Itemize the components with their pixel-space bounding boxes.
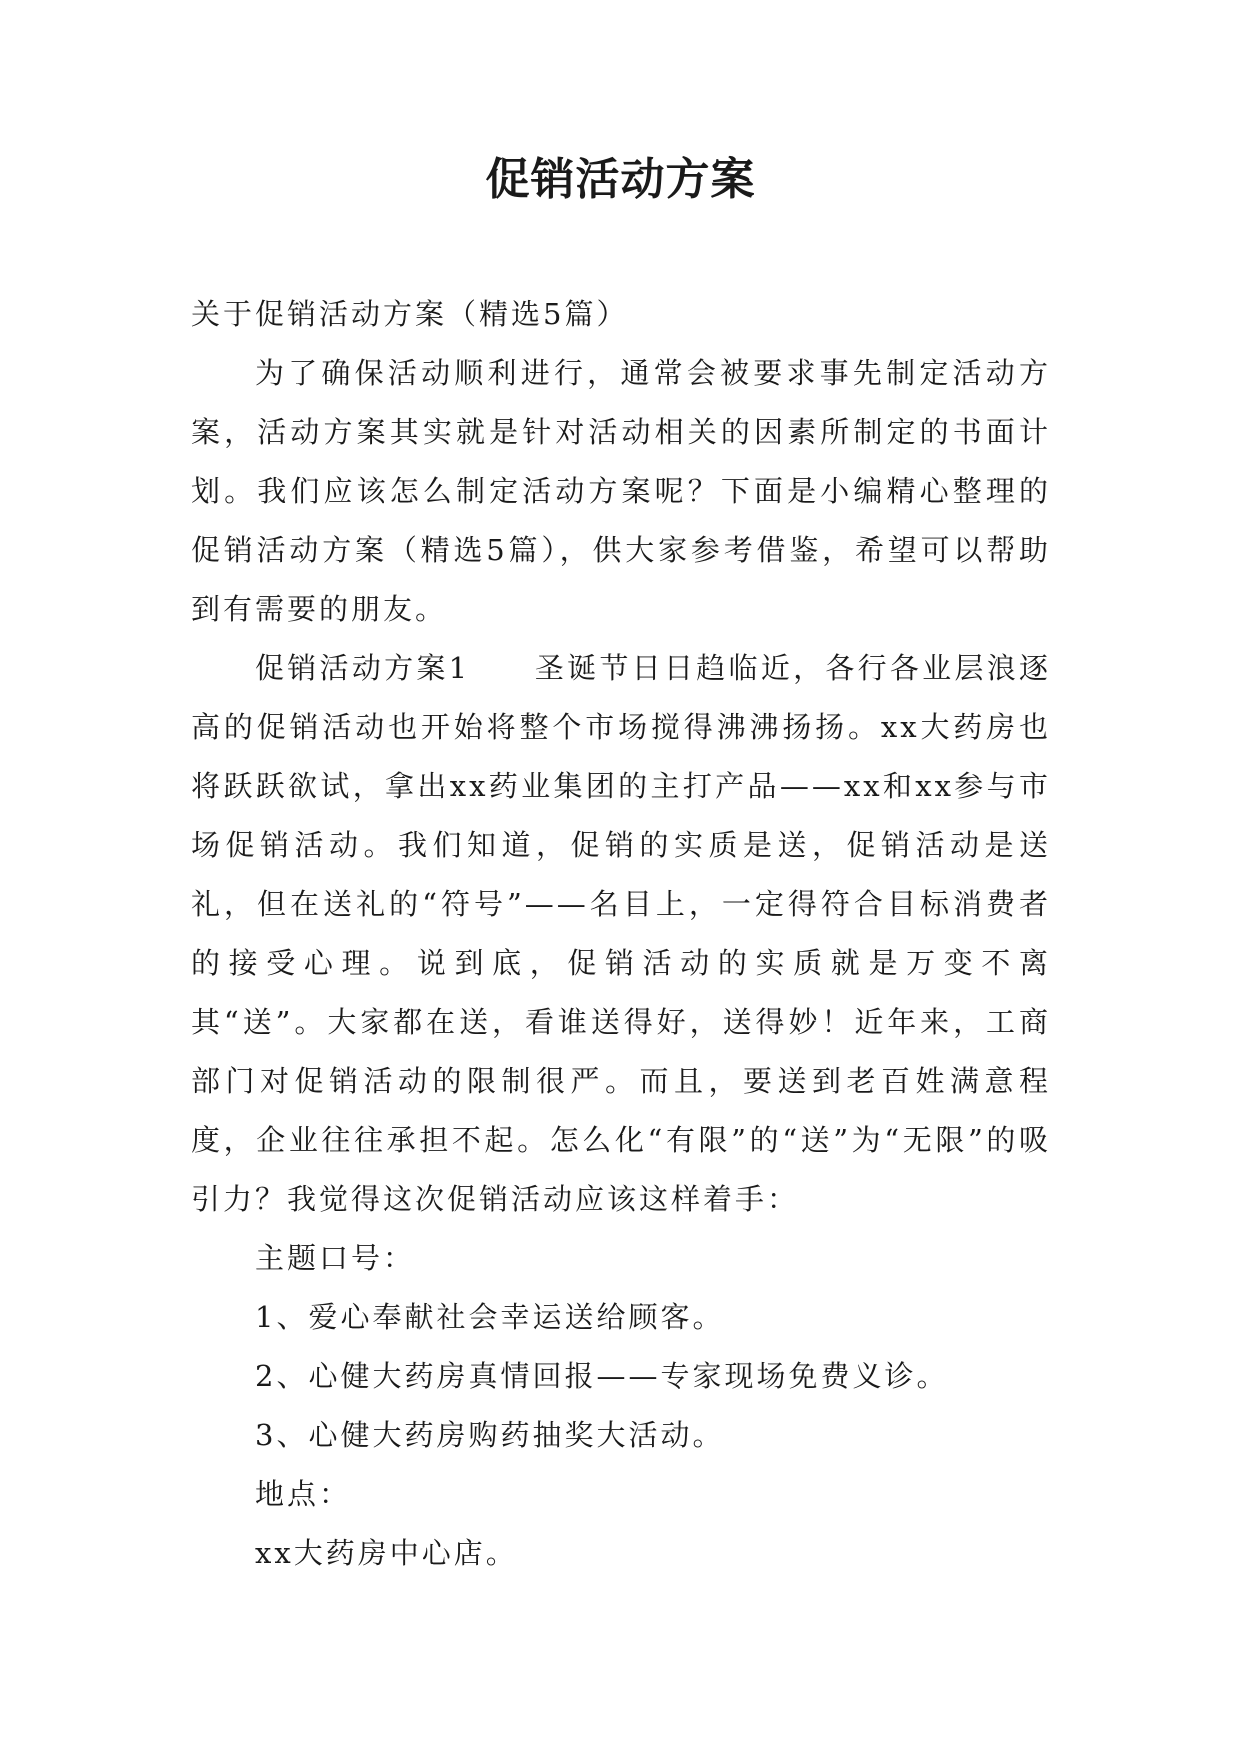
- theme-item-2: 2、心健大药房真情回报——专家现场免费义诊。: [255, 1359, 949, 1393]
- document-title: 促销活动方案: [485, 154, 756, 205]
- document-subtitle: 关于促销活动方案（精选5篇）: [191, 297, 629, 331]
- theme-item-1: 1、爱心奉献社会幸运送给顾客。: [255, 1300, 725, 1334]
- location-heading: 地点：: [255, 1477, 352, 1511]
- theme-item-3: 3、心健大药房购药抽奖大活动。: [255, 1418, 725, 1452]
- theme-heading: 主题口号：: [255, 1241, 416, 1275]
- intro-paragraph: 为了确保活动顺利进行，通常会被要求事先制定活动方案，活动方案其实就是针对活动相关的因素所制定的书面计划。我们应该怎么制定活动方案呢？下面是小编精心整理的促销活动方案（精选5篇），供大家参考借鉴，希望可以帮助到有需要的朋友。: [191, 356, 1051, 626]
- document-body: [191, 285, 1051, 1583]
- section-1-paragraph: 促销活动方案1 圣诞节日日趋临近，各行各业层浪逐高的促销活动也开始将整个市场搅得沸沸扬扬。xx大药房也将跃跃欲试，拿出xx药业集团的主打产品——xx和xx参与市场促销活动。我们知道，促销的实质是送，促销活动是送礼，但在送礼的“符号”——名目上，一定得符合目标消费者的接受心理。说到底，促销活动的实质就是万变不离其“送”。大家都在送，看谁送得好，送得妙！近年来，工商部门对促销活动的限制很严。而且，要送到老百姓满意程度，企业往往承担不起。怎么化“有限”的“送”为“无限”的吸引力？我觉得这次促销活动应该这样着手：: [191, 651, 1051, 1216]
- location-value: xx大药房中心店。: [255, 1536, 518, 1570]
